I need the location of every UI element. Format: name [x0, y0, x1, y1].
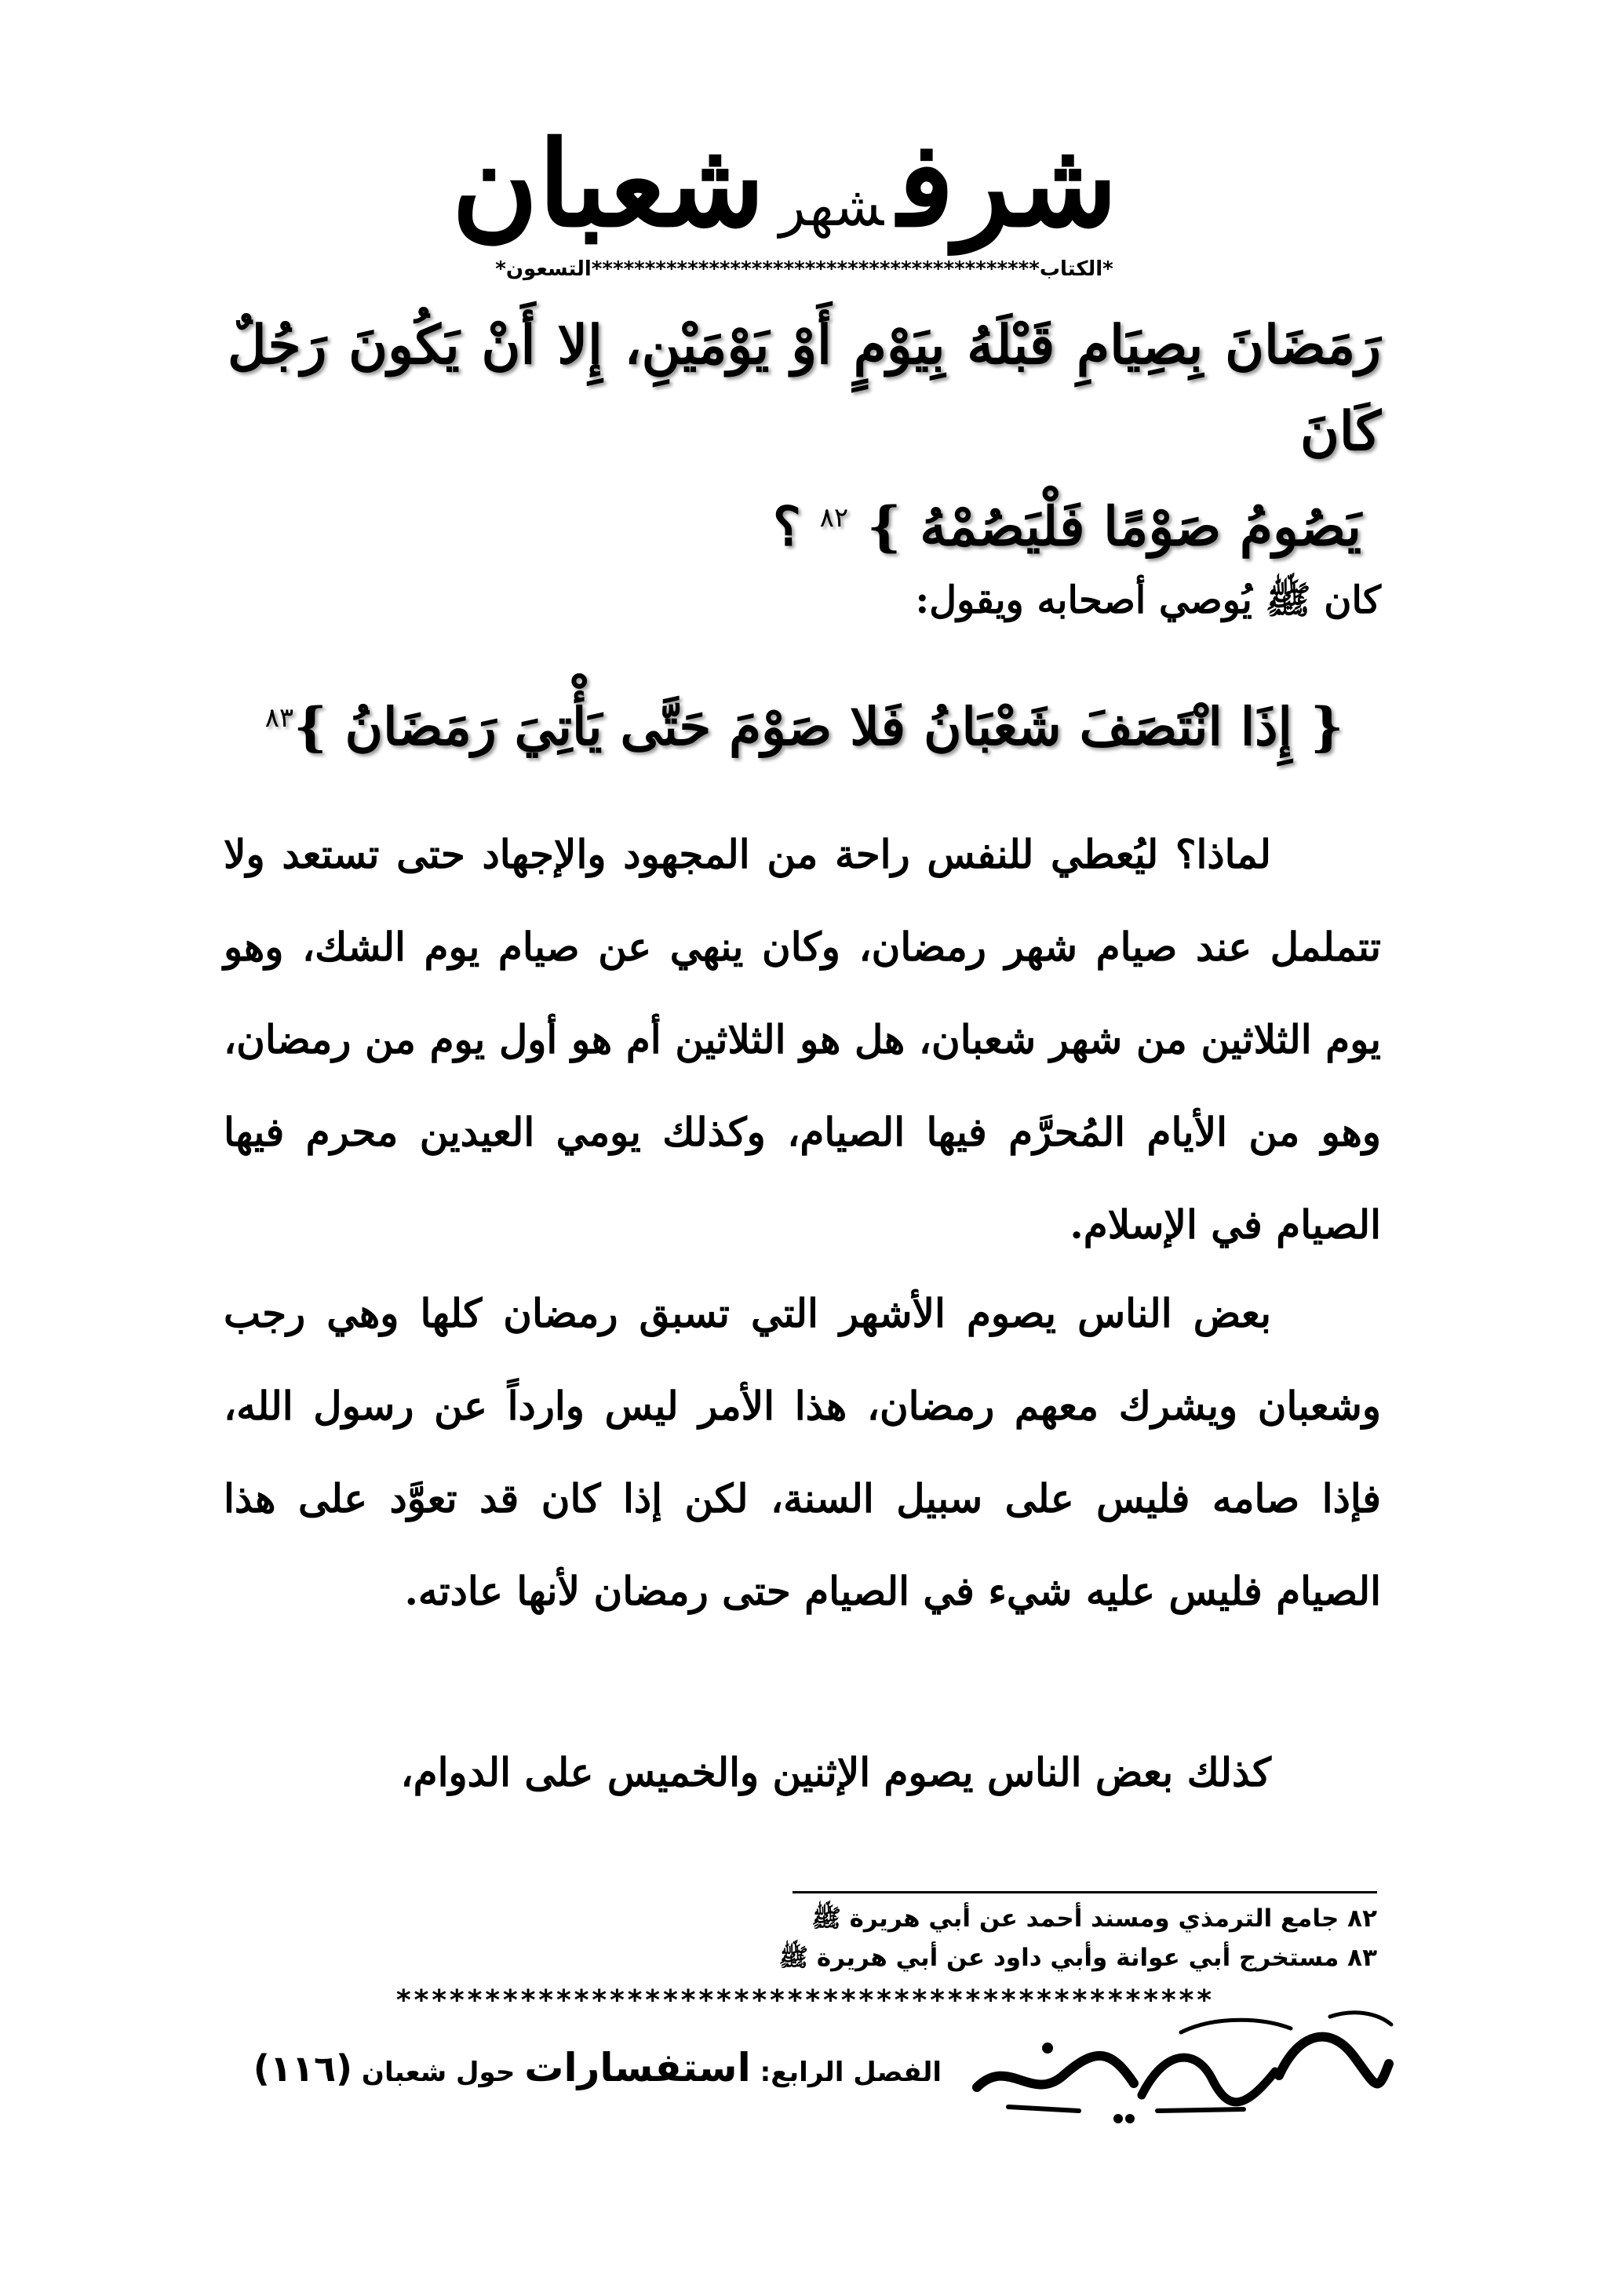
hadith-line-2-text: يَصُومُ صَوْمًا فَلْيَصُمْهُ } [866, 495, 1361, 559]
book-header-line: *الكتاب******************************************التسعون* [495, 257, 1113, 281]
footnote-82: ٨٢ جامع الترمذي ومسند أحمد عن أبي هريرة ﷺ [811, 1904, 1377, 1933]
title-word-sharaf: شرف [898, 115, 1118, 253]
chapter-label: الفصل الرابع: [760, 2057, 942, 2088]
stars-divider: ********************************************** [395, 1984, 1214, 2017]
hadith-quote [228, 667, 1381, 778]
footnote-ref-82[interactable]: ٨٢ [819, 502, 849, 534]
intro-sentence: كان ﷺ يُوصي أصحابه ويقول: [915, 578, 1381, 622]
hadith-continuation [228, 302, 1381, 570]
paragraph-2: بعض الناس يصوم الأشهر التي تسبق رمضان كلها وهي رجب وشعبان ويشرك معهم رمضان، هذا الأمر ليس وارداً عن رسول الله، فإذا صامه فليس على سبيل السنة، لكن إذا كان قد تعوَّد على هذا الصيام فليس عليه شيء في الصيام حتى رمضان لأنها عادته. [224, 1290, 1381, 1614]
author-signature-logo [961, 2001, 1401, 2127]
hadith-line-1: رَمَضَانَ بِصِيَامِ قَبْلَهُ بِيَوْمٍ أَوْ يَوْمَيْنِ، إِلا أَنْ يَكُونَ رَجُلٌ كَانَ [228, 314, 1381, 463]
book-title-logo [392, 115, 1177, 253]
hadith-end-mark: ؟ [772, 495, 801, 559]
footnotes [628, 1899, 1377, 1977]
hadith-line-2 [228, 475, 1361, 570]
footnote-83: ٨٣ مستخرج أبي عوانة وأبي داود عن أبي هريرة ﷺ [778, 1944, 1377, 1972]
page-number: ١١٦ [269, 2047, 337, 2090]
chapter-topic-rest: حول شعبان [361, 2057, 516, 2088]
chapter-topic-highlight: استفسارات [524, 2045, 751, 2090]
page-number-open: ( [336, 2047, 353, 2090]
page-footer [235, 2036, 942, 2099]
hadith-quote-text: { إِذَا انْتَصَفَ شَعْبَانُ فَلا صَوْمَ حَتَّى يَأْتِيَ رَمَضَانُ } [293, 696, 1344, 757]
paragraph-3: كذلك بعض الناس يصوم الإثنين والخميس على الدوام، [400, 1749, 1271, 1795]
title-word-shahr: شهر [778, 174, 884, 239]
footnote-ref-83[interactable]: ٨٣ [264, 702, 294, 734]
title-word-shaaban: شعبان [451, 115, 765, 253]
page-number-close: ) [253, 2047, 270, 2090]
footnote-divider [793, 1891, 1377, 1893]
paragraph-1: لماذا؟ ليُعطي للنفس راحة من المجهود والإجهاد حتى تستعد ولا تتململ عند صيام شهر رمضان، وكان ينهي عن صيام يوم الشك، وهو يوم الثلاثين من شهر شعبان، هل هو الثلاثين أم هو أول يوم من رمضان، وهو من الأيام المُحرَّم فيها الصيام، وكذلك يومي العيدين محرم فيها الصيام في الإسلام. [224, 831, 1381, 1248]
